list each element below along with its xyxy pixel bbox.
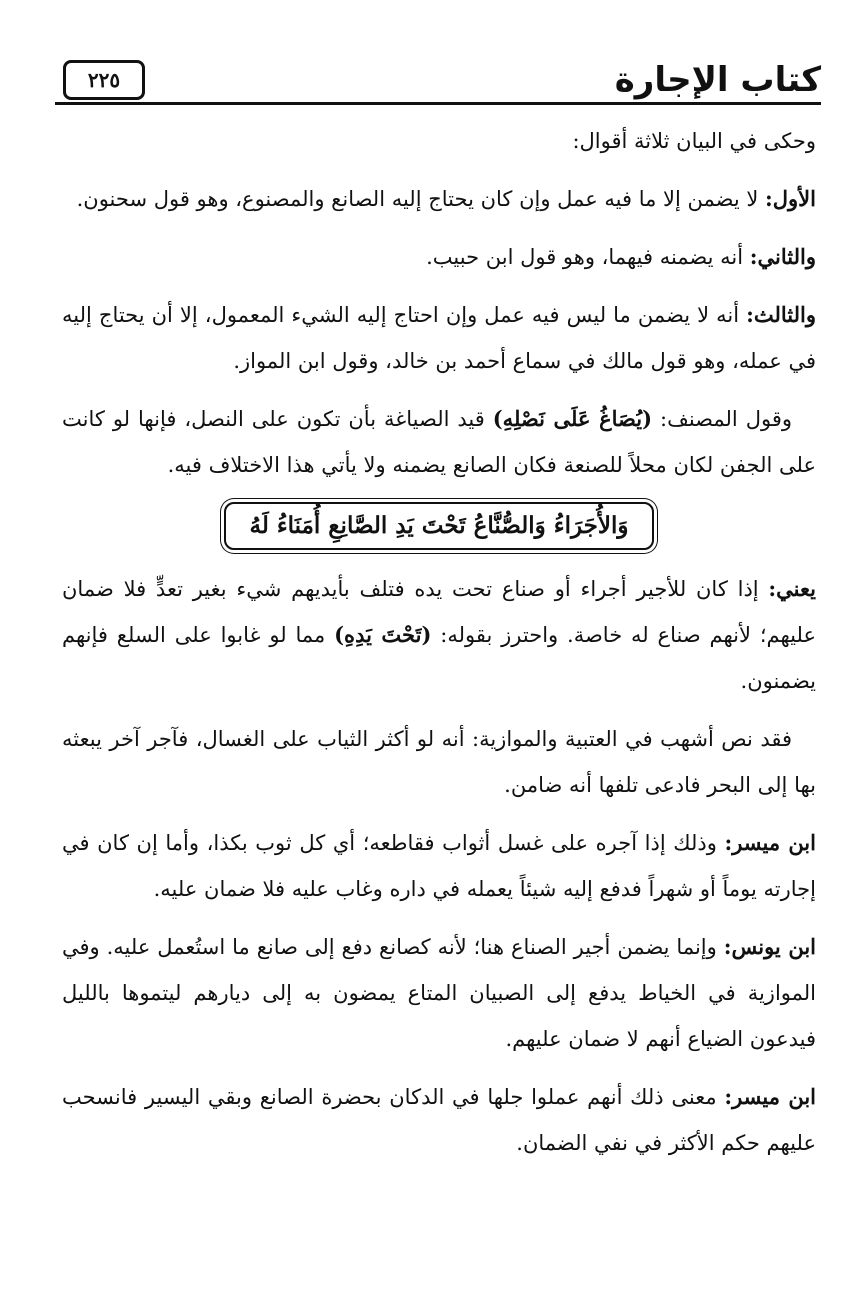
matn-box: وَالأُجَرَاءُ وَالصُّنَّاعُ تَحْتَ يَدِ الصَّانِعِ أُمَنَاءُ لَهُ: [224, 502, 654, 550]
paragraph: [62, 234, 816, 280]
page-body: [62, 118, 816, 1178]
paragraph: [62, 1074, 816, 1166]
paragraph-text: لا يضمن إلا ما فيه عمل وإن كان يحتاج إليه الصانع والمصنوع، وهو قول سحنون.: [76, 187, 766, 211]
page-number: ٢٢٥: [63, 60, 145, 100]
paragraph: [62, 566, 816, 704]
paragraph: [62, 176, 816, 222]
quoted-matn: (يُصَاغُ عَلَى نَصْلِهِ): [492, 406, 653, 431]
book-title: كتاب الإجارة: [614, 60, 821, 100]
paragraph: [62, 820, 816, 912]
paragraph-text: وإنما يضمن أجير الصناع هنا؛ لأنه كصانع دفع إلى صانع ما استُعمل عليه. وفي الموازية في الخياط يدفع إلى الصبيان المتاع يمضون به إلى ديارهم ليتموها بالليل فيدعون الضياع أنهم لا ضمان عليهم.: [62, 935, 816, 1051]
paragraph-text: أنه يضمنه فيهما، وهو قول ابن حبيب.: [426, 245, 750, 269]
paragraph-text: إذا كان للأجير أجراء أو صناع تحت يده فتلف بأيديهم شيء بغير تعدٍّ فلا ضمان عليهم؛ لأنهم صناع له خاصة. واحترز بقوله:: [62, 577, 817, 647]
header-rule: [55, 102, 821, 105]
quoted-matn: (تَحْتَ يَدِهِ): [334, 622, 432, 647]
paragraph-lead: والثاني:: [749, 244, 816, 269]
paragraph: [62, 716, 816, 808]
paragraph-text: معنى ذلك أنهم عملوا جلها في الدكان بحضرة الصانع وبقي اليسير فانسحب عليهم حكم الأكثر في نفي الضمان.: [62, 1085, 816, 1155]
paragraph-lead: ابن ميسر:: [724, 1084, 817, 1109]
paragraph-text: وذلك إذا آجره على غسل أثواب فقاطعه؛ أي كل ثوب بكذا، وأما إن كان في إجارته يوماً أو شهراً فدفع إليه شيئاً يعمله في داره وغاب عليه فلا ضمان عليه.: [62, 831, 816, 901]
paragraph-text: مما لو غابوا على السلع فإنهم يضمنون.: [62, 623, 816, 693]
paragraph-text: أنه لا يضمن ما ليس فيه عمل وإن احتاج إليه الشيء المعمول، إلا أن يحتاج إليه في عمله، وهو قول مالك في سماع أحمد بن خالد، وقول ابن المواز.: [62, 303, 816, 373]
paragraph-text: وحكى في البيان ثلاثة أقوال:: [572, 129, 816, 153]
paragraph: [62, 924, 816, 1062]
paragraph: [62, 118, 816, 164]
paragraph: [62, 292, 816, 384]
paragraph-lead: الأول:: [765, 186, 816, 211]
paragraph: [62, 396, 816, 488]
paragraph-pre: وقول المصنف:: [652, 407, 793, 431]
paragraph-text: فقد نص أشهب في العتبية والموازية: أنه لو أكثر الثياب على الغسال، فآجر آخر يبعثه بها إلى البحر فادعى تلفها أنه ضامن.: [62, 727, 816, 797]
paragraph-lead: ابن يونس:: [723, 934, 817, 959]
paragraph-lead: ابن ميسر:: [724, 830, 816, 855]
paragraph-lead: والثالث:: [746, 302, 816, 327]
page-header: [55, 58, 821, 108]
paragraph-lead: يعني:: [768, 576, 816, 601]
paragraph-text: قيد الصياغة بأن تكون على النصل، فإنها لو كانت على الجفن لكان محلاً للصنعة فكان الصانع يضمنه ولا يأتي هذا الاختلاف فيه.: [62, 407, 816, 477]
